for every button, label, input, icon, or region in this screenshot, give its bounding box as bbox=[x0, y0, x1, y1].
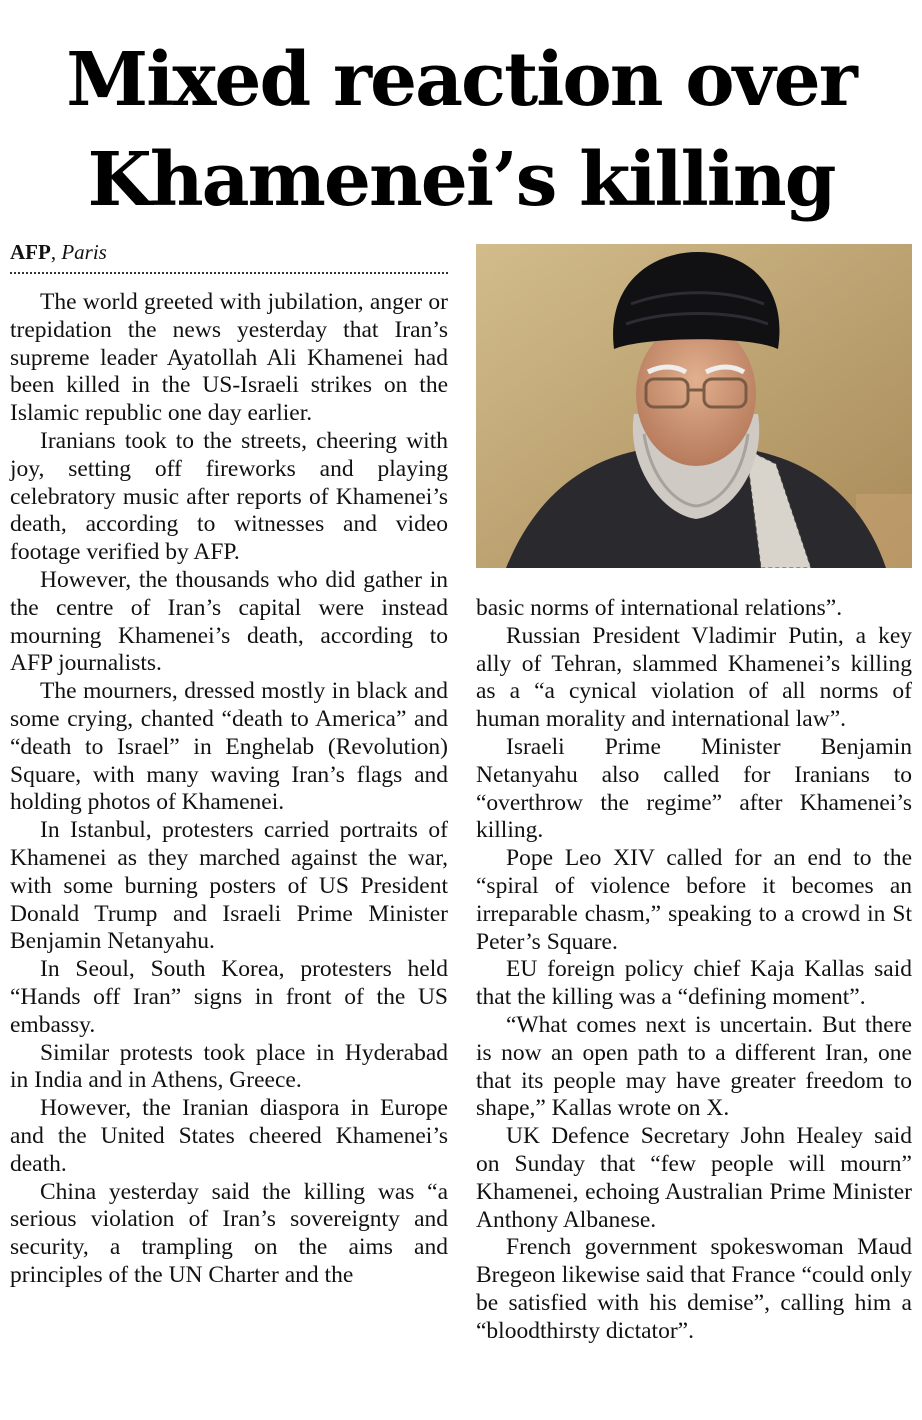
paragraph: The mourners, dressed mostly in black and some crying, chanted “death to America” and “death to Israel” in Enghelab (Revolution) Square, with many waving Iran’s flags and holding photos of Khamenei. bbox=[10, 678, 448, 816]
paragraph: UK Defence Secretary John Healey said on Sunday that “few people will mourn” Khamenei, echoing Australian Prime Minister Anthony Albanese. bbox=[476, 1123, 912, 1233]
headline bbox=[0, 30, 922, 230]
paragraph: China yesterday said the killing was “a serious violation of Iran’s sovereignty and security, a trampling on the aims and principles of the UN Charter and the bbox=[10, 1178, 448, 1288]
paragraph: Similar protests took place in Hyderabad in India and in Athens, Greece. bbox=[10, 1039, 448, 1094]
headline-line-1: Mixed reaction over bbox=[66, 37, 856, 123]
paragraph: In Istanbul, protesters carried portraits of Khamenei as they marched against the war, with some burning posters of US President Donald Trump and Israeli Prime Minister Benjamin Netanyahu. bbox=[10, 817, 448, 955]
headline-line-2: Khamenei’s killing bbox=[87, 137, 835, 223]
paragraph: Israeli Prime Minister Benjamin Netanyahu also called for Iranians to “overthrow the regime” after Khamenei’s killing. bbox=[476, 733, 912, 844]
article-column-1 bbox=[10, 289, 448, 1290]
paragraph: French government spokeswoman Maud Bregeon likewise said that France “could only be satisfied with his demise”, calling him a “bloodthirsty dictator”. bbox=[476, 1234, 912, 1344]
byline-divider bbox=[10, 272, 448, 274]
paragraph: Iranians took to the streets, cheering with joy, setting off fireworks and playing celebratory music after reports of Khamenei’s death, according to witnesses and video footage verified by AFP. bbox=[10, 427, 448, 566]
article-column-2 bbox=[476, 595, 912, 1346]
paragraph: “What comes next is uncertain. But there is now an open path to a different Iran, one that its people may have greater freedom to shape,” Kallas wrote on X. bbox=[476, 1011, 912, 1122]
byline-location: Paris bbox=[61, 240, 107, 264]
news-photo bbox=[476, 244, 912, 568]
byline-agency: AFP bbox=[10, 240, 51, 264]
paragraph: basic norms of international relations”. bbox=[476, 595, 843, 621]
byline: AFP, Paris bbox=[10, 240, 107, 264]
paragraph: However, the Iranian diaspora in Europe and the United States cheered Khamenei’s death. bbox=[10, 1095, 448, 1177]
paragraph: EU foreign policy chief Kaja Kallas said that the killing was a “defining moment”. bbox=[476, 956, 912, 1011]
paragraph: In Seoul, South Korea, protesters held “Hands off Iran” signs in front of the US embassy. bbox=[10, 956, 448, 1038]
paragraph: Pope Leo XIV called for an end to the “spiral of violence before it becomes an irreparable chasm,” speaking to a crowd in St Peter’s Square. bbox=[476, 845, 912, 955]
portrait-illustration bbox=[476, 244, 912, 568]
paragraph: The world greeted with jubilation, anger or trepidation the news yesterday that Iran’s supreme leader Ayatollah Ali Khamenei had been killed in the US-Israeli strikes on the Islamic republic one day earlier. bbox=[10, 289, 448, 427]
paragraph: However, the thousands who did gather in the centre of Iran’s capital were instead mourning Khamenei’s death, according to AFP journalists. bbox=[10, 566, 448, 677]
paragraph: Russian President Vladimir Putin, a key ally of Tehran, slammed Khamenei’s killing as a “a cynical violation of all norms of human morality and international law”. bbox=[476, 622, 912, 733]
